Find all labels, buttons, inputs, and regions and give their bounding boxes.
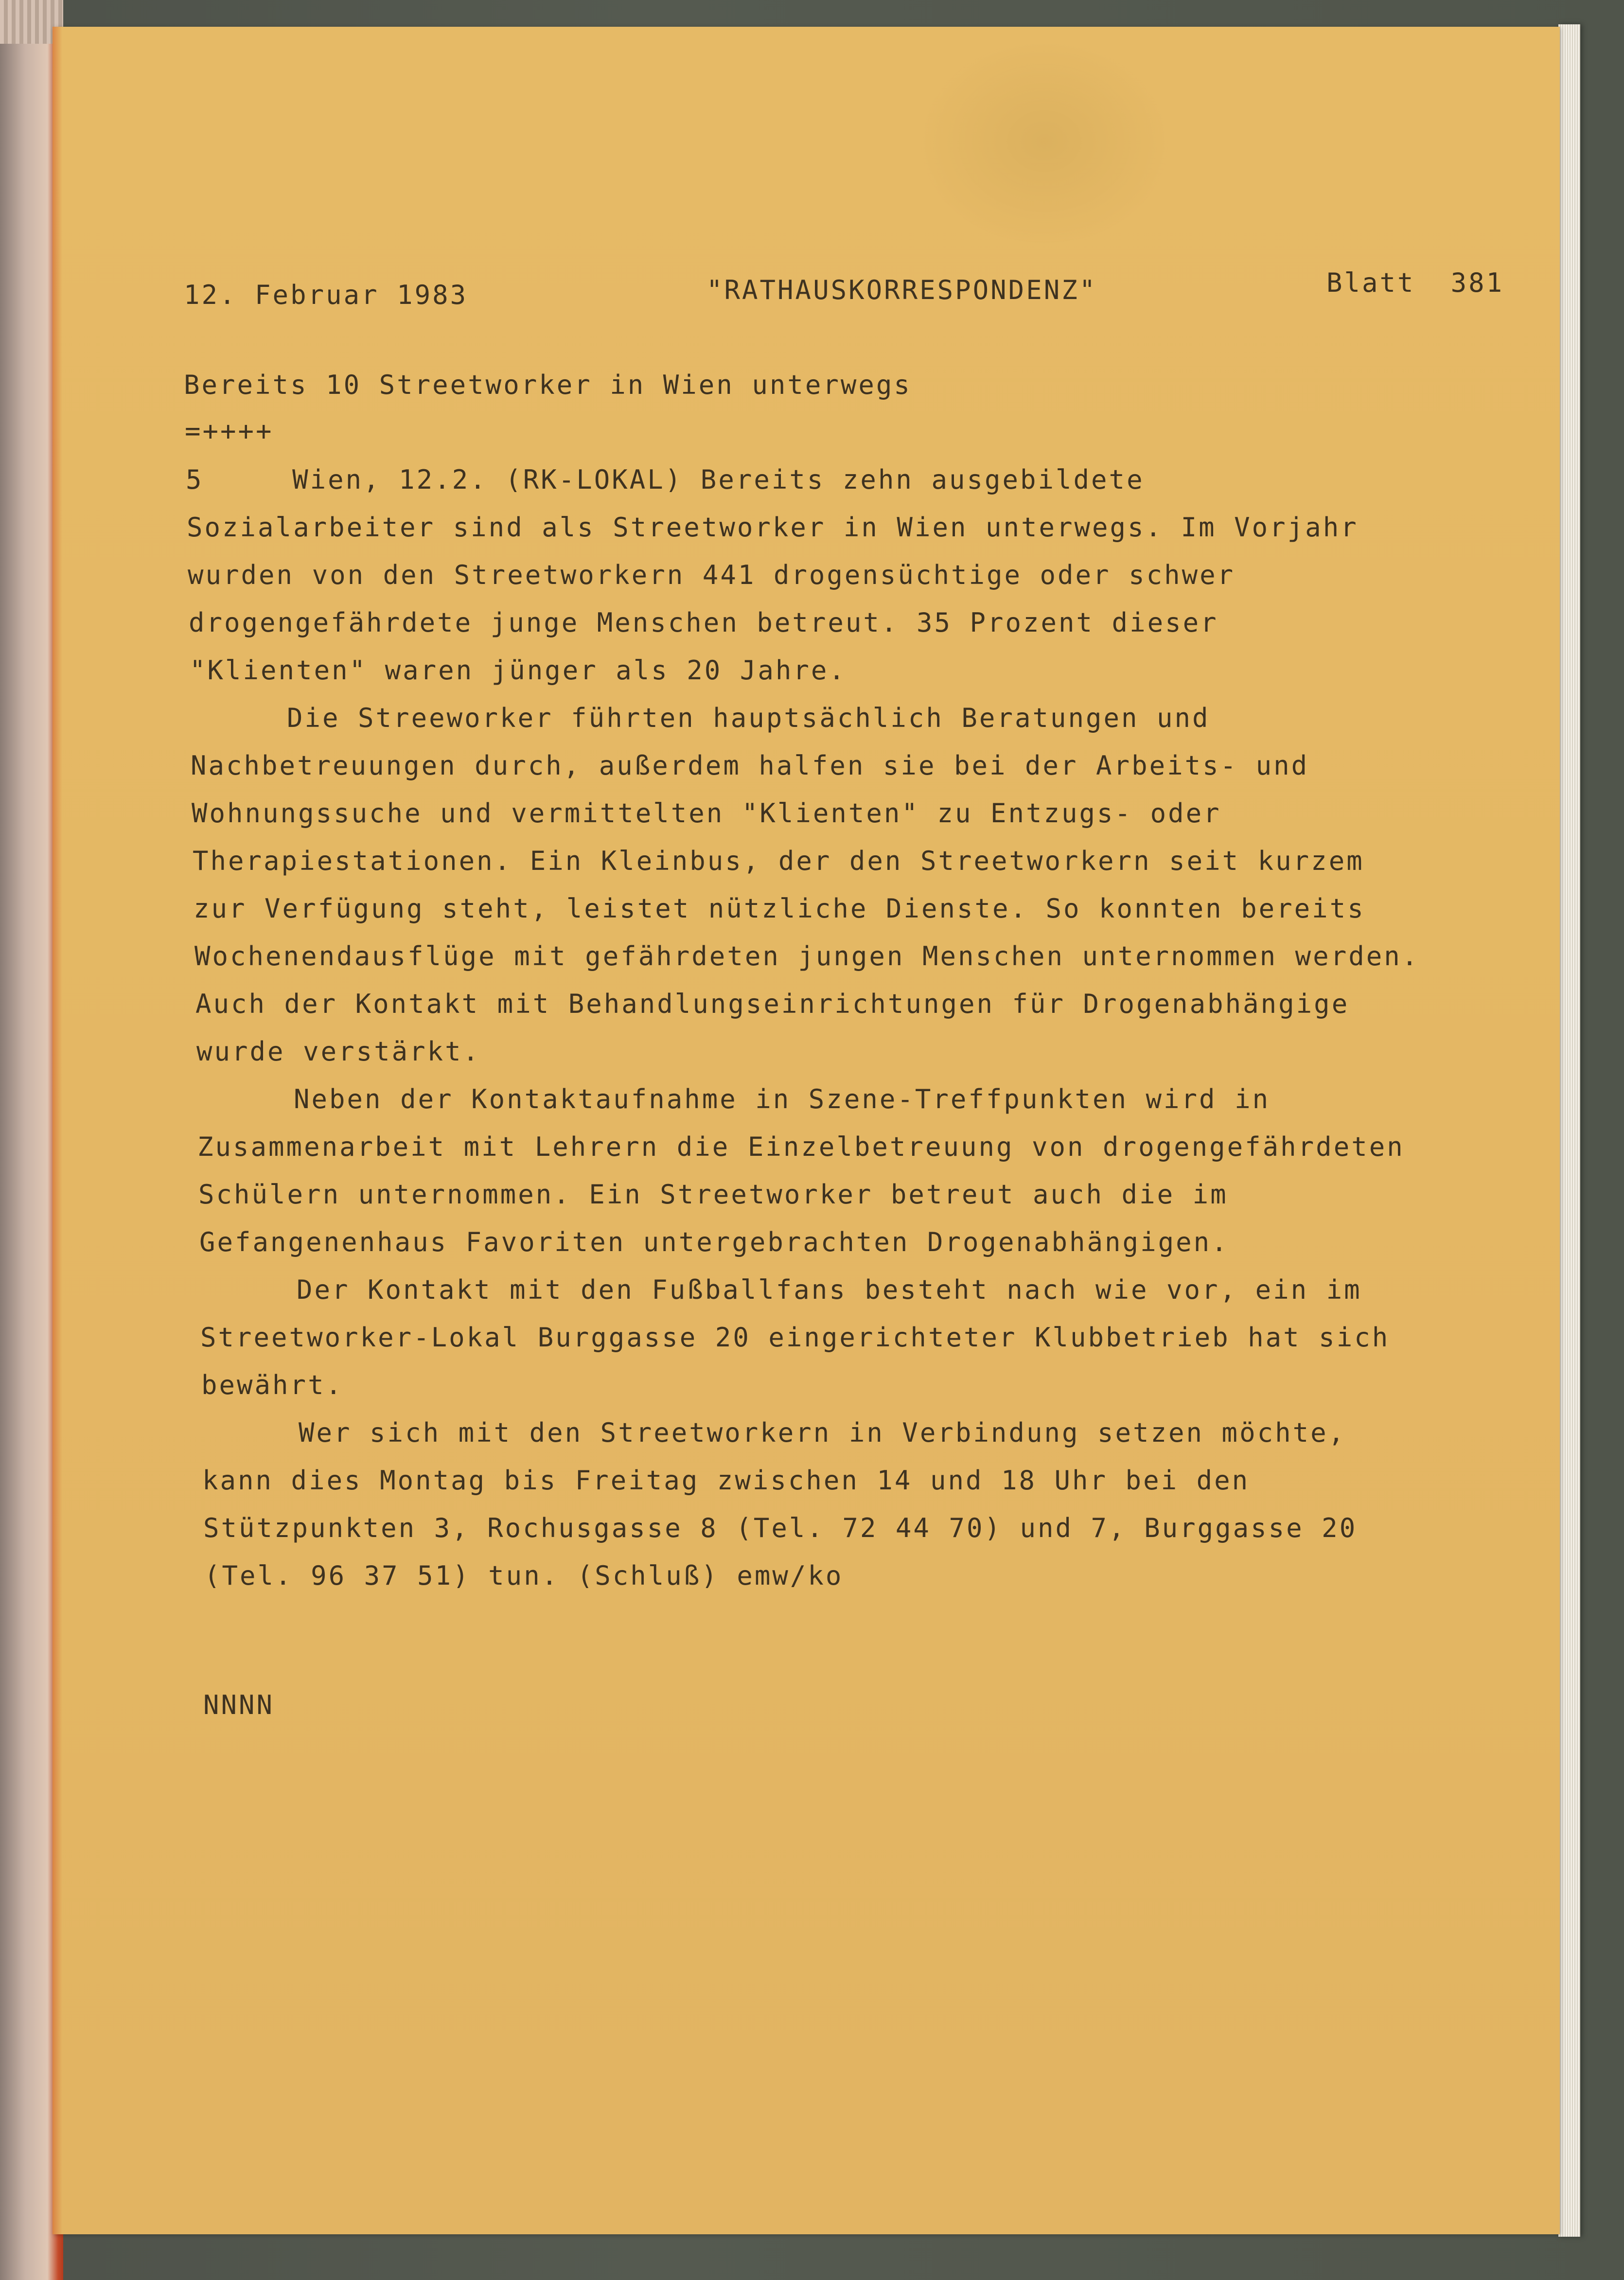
text-line: Auch der Kontakt mit Behandlungseinrichtungen für Drogenabhängige xyxy=(195,989,1350,1019)
text-line: kann dies Montag bis Freitag zwischen 14 und 18 Uhr bei den xyxy=(202,1465,1250,1496)
document-page xyxy=(53,27,1560,2234)
header-sheet-number: Blatt 381 xyxy=(1326,267,1504,298)
headline-separator: =++++ xyxy=(185,416,274,446)
text-line: zur Verfügung steht, leistet nützliche Dienste. So konnten bereits xyxy=(194,893,1365,924)
text-line: Zusammenarbeit mit Lehrern die Einzelbetreuung von drogengefährdeten xyxy=(197,1131,1405,1162)
end-mark: NNNN xyxy=(203,1690,275,1720)
text-line: Gefangenenhaus Favoriten untergebrachten Drogenabhängigen. xyxy=(199,1227,1229,1257)
text-line: Therapiestationen. Ein Kleinbus, der den Streetworkern seit kurzem xyxy=(193,846,1364,876)
text-line: Streetworker-Lokal Burggasse 20 eingerichteter Klubbetrieb hat sich xyxy=(200,1322,1390,1353)
text-line: drogengefährdete junge Menschen betreut. 35 Prozent dieser xyxy=(189,607,1218,638)
text-line: Neben der Kontaktaufnahme in Szene-Treffpunkten wird in xyxy=(294,1084,1271,1114)
text-line: Wohnungssuche und vermittelten "Klienten" zu Entzugs- oder xyxy=(192,798,1221,829)
text-line: "Klienten" waren jünger als 20 Jahre. xyxy=(190,655,847,686)
text-line: Wer sich mit den Streetworkern in Verbindung setzen möchte, xyxy=(299,1417,1346,1448)
text-line: Wochenendausflüge mit gefährdeten jungen Menschen unternommen werden. xyxy=(194,941,1420,972)
text-line: Schülern unternommen. Ein Streetworker betreut auch die im xyxy=(198,1179,1228,1210)
text-line: wurde verstärkt. xyxy=(196,1036,481,1067)
text-line: bewährt. xyxy=(201,1370,344,1400)
typed-text xyxy=(135,27,1526,1720)
article-headline: Bereits 10 Streetworker in Wien unterwegs xyxy=(184,370,912,400)
text-line: Der Kontakt mit den Fußballfans besteht nach wie vor, ein im xyxy=(297,1274,1362,1305)
text-line: wurden von den Streetworkern 441 drogensüchtige oder schwer xyxy=(188,560,1236,590)
text-line: Nachbetreuungen durch, außerdem halfen sie bei der Arbeits- und xyxy=(191,750,1309,781)
header-date: 12. Februar 1983 xyxy=(184,280,468,310)
text-line: Stützpunkten 3, Rochusgasse 8 (Tel. 72 44 70) und 7, Burggasse 20 xyxy=(203,1513,1358,1543)
header-publication: "RATHAUSKORRESPONDENZ" xyxy=(706,275,1097,305)
page-stack-edge xyxy=(1558,24,1580,2237)
text-line: Die Streeworker führten hauptsächlich Beratungen und xyxy=(287,703,1210,733)
text-line: Sozialarbeiter sind als Streetworker in Wien unterwegs. Im Vorjahr xyxy=(187,512,1359,543)
text-line: 5 Wien, 12.2. (RK-LOKAL) Bereits zehn ausgebildete xyxy=(186,464,1145,495)
text-line: (Tel. 96 37 51) tun. (Schluß) emw/ko xyxy=(204,1560,844,1591)
